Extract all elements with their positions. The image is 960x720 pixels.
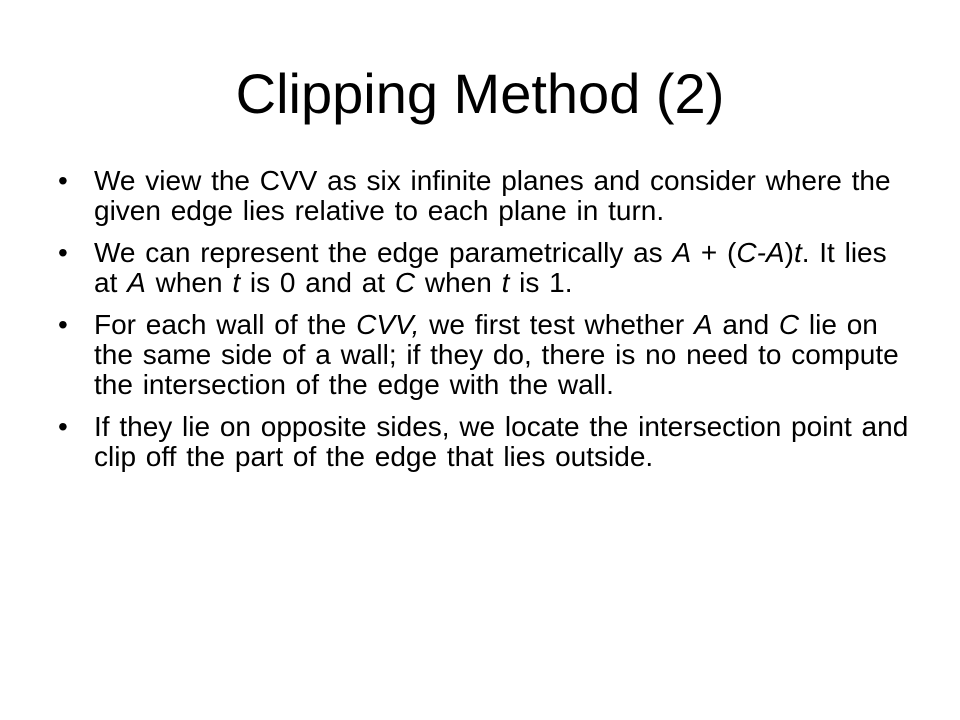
italic-text-segment: t: [793, 237, 802, 268]
bullet-marker: •: [58, 309, 68, 340]
text-segment: . It lies at: [94, 237, 887, 298]
bullet-text: [94, 412, 918, 472]
bullet-marker: •: [58, 165, 68, 196]
bullet-marker: •: [58, 411, 68, 442]
italic-text-segment: C: [394, 267, 416, 298]
text-segment: + (: [691, 237, 737, 268]
bullet-item: [48, 412, 918, 472]
bullet-marker: •: [58, 237, 68, 268]
text-segment: lie on the same side of a wall; if they do, there is no need to compute the intersection of the edge with the wall.: [94, 309, 899, 400]
bullet-item: [48, 310, 918, 400]
text-segment: We can represent the edge parametrically as: [94, 237, 673, 268]
bullet-item: [48, 166, 918, 226]
text-segment: ): [784, 237, 794, 268]
text-segment: We view the CVV as six infinite planes and consider where the given edge lies relative to each plane in turn.: [94, 165, 891, 226]
text-segment: when: [145, 267, 233, 298]
italic-text-segment: C: [778, 309, 800, 340]
italic-text-segment: A: [127, 267, 146, 298]
italic-text-segment: C-A: [736, 237, 785, 268]
slide-title: Clipping Method (2): [235, 62, 725, 125]
italic-text-segment: t: [232, 267, 241, 298]
italic-text-segment: t: [501, 267, 510, 298]
italic-text-segment: A: [693, 309, 713, 340]
text-segment: and: [712, 309, 779, 340]
text-segment: If they lie on opposite sides, we locate the intersection point and clip off the part of the edge that lies outside.: [94, 411, 909, 472]
bullet-item: [48, 238, 918, 298]
text-segment: we first test whether: [419, 309, 694, 340]
text-segment: For each wall of the: [94, 309, 357, 340]
bullet-text: [94, 238, 918, 298]
bullet-text: [94, 310, 918, 400]
italic-text-segment: A: [672, 237, 692, 268]
bullet-list: [48, 166, 918, 484]
text-segment: is 1.: [509, 267, 573, 298]
text-segment: when: [415, 267, 502, 298]
text-segment: is 0 and at: [240, 267, 395, 298]
bullet-text: [94, 166, 918, 226]
italic-text-segment: CVV,: [356, 309, 420, 340]
